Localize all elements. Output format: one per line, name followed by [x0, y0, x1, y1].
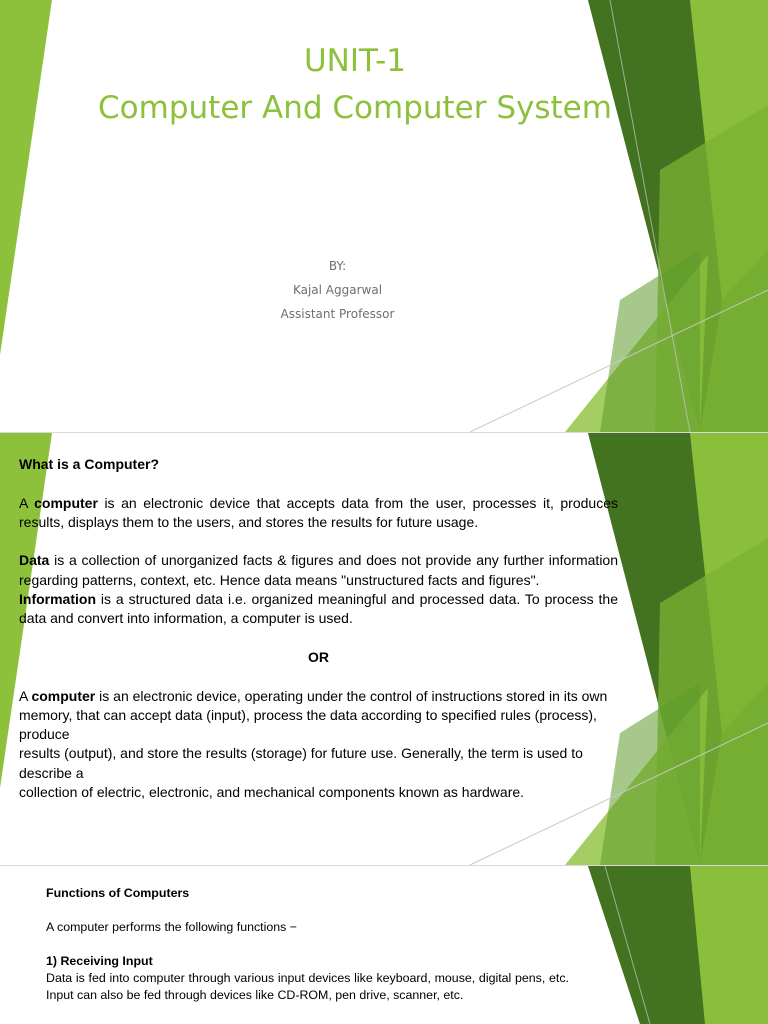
section-heading: What is a Computer?	[19, 456, 160, 472]
function-item-title: 1) Receiving Input	[46, 954, 153, 968]
functions-slide	[0, 866, 768, 1024]
author-designation: Assistant Professor	[280, 307, 395, 321]
functions-intro: A computer performs the following functions −	[46, 920, 298, 934]
definition-text	[19, 455, 618, 802]
page-title	[60, 38, 650, 131]
title-line-subject: Computer And Computer System	[98, 89, 612, 126]
data-definition: Data is a collection of unorganized facts & figures and does not provide any further information regarding patterns, context, etc. Hence data means "unstructured facts and figures".	[19, 552, 618, 588]
title-slide	[0, 0, 768, 432]
function-item-text: Data is fed into computer through various input devices like keyboard, mouse, digital pens, etc. Input can also be fed through devices like CD-ROM, pen drive, scanner, etc.	[46, 971, 569, 1002]
section-heading: Functions of Computers	[46, 886, 190, 900]
definition-slide	[0, 433, 768, 865]
title-line-unit: UNIT-1	[303, 43, 407, 79]
computer-definition: A computer is an electronic device that accepts data from the user, processes it, produces results, displays them to the users, and stores the results for future usage.	[19, 494, 618, 530]
or-separator: OR	[308, 648, 329, 665]
computer-alt-definition: A computer is an electronic device, operating under the control of instructions stored in its own memory, that can accept data (input), process the data according to specified rules (process), produce results (output), and store the results (storage) for future use. Generally, the term is used to describe a collection of electric, electronic, and mechanical components known as hardware.	[19, 687, 608, 801]
information-definition: Information is a structured data i.e. organized meaningful and processed data. To process the data and convert into information, a computer is used.	[19, 591, 618, 627]
author-byline	[200, 254, 475, 326]
functions-text	[46, 885, 569, 1004]
author-name: Kajal Aggarwal	[292, 283, 383, 297]
by-label: BY:	[328, 259, 347, 273]
